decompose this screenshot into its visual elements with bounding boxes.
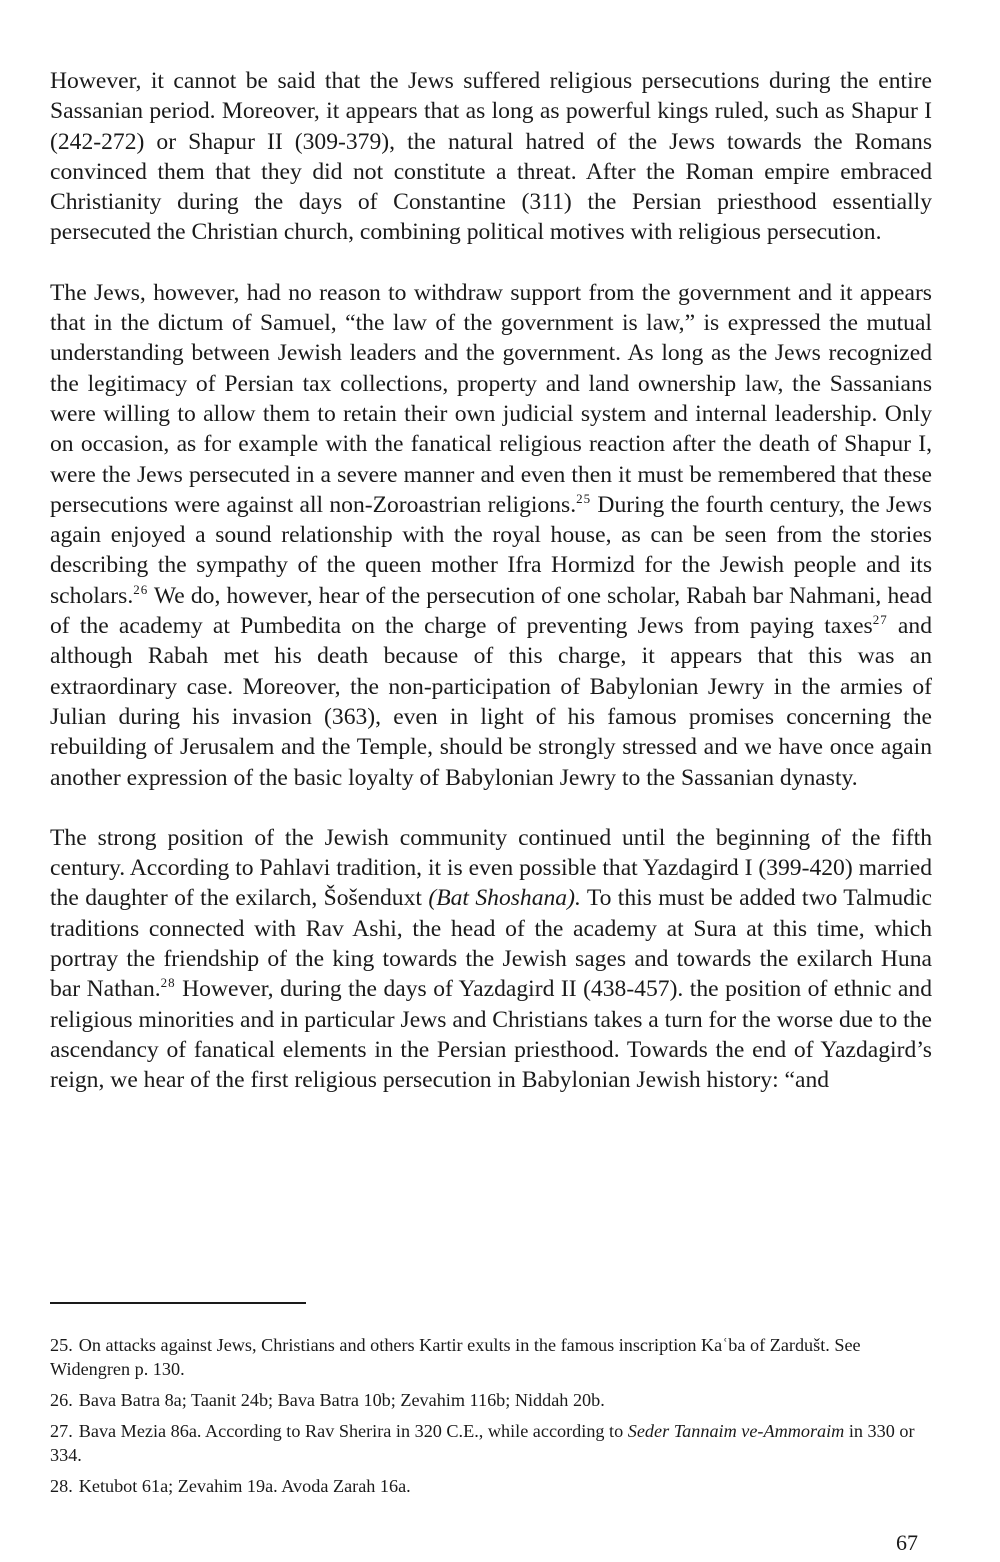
footnote-text xyxy=(79,1390,605,1410)
text-run: Bava Mezia 86a. According to Rav Sherira in 320 C.E., while according to xyxy=(78,1421,628,1441)
footnote-number: 25. xyxy=(50,1335,73,1355)
footnote-reference: 28 xyxy=(160,975,176,991)
footnote xyxy=(50,1388,925,1412)
paragraph xyxy=(50,823,932,1096)
text-run: The strong position of the Jewish community continued until the beginning of the fifth century. According to Pahlavi tradition, it is even possible that Yazdagird I (399-420) married the daughter of the exilarch, Šošenduxt xyxy=(50,824,932,912)
footnote-number: 26. xyxy=(50,1390,73,1410)
footnote-reference: 25 xyxy=(576,490,592,506)
footnotes xyxy=(50,1333,925,1505)
paragraph xyxy=(50,66,932,248)
text-run: Ketubot 61a; Zevahim 19a. Avoda Zarah 16a. xyxy=(78,1476,411,1496)
footnote-reference: 27 xyxy=(872,612,888,628)
text-run: During the fourth century, the Jews again enjoyed a sound relationship with the royal house, as can be seen from the stories describing the sympathy of the queen mother Ifra Hormizd for the Jewish people and its scholars. xyxy=(50,491,932,609)
text-run: Bava Batra 8a; Taanit 24b; Bava Batra 10b; Zevahim 116b; Niddah 20b. xyxy=(78,1390,605,1410)
footnote-number: 28. xyxy=(50,1476,73,1496)
italic-text: Seder Tannaim ve-Ammoraim xyxy=(627,1421,845,1441)
text-run: and although Rabah met his death because of this charge, it appears that this was an extraordinary case. Moreover, the non-participation of Babylonian Jewry in the armies of Julian during his invasion (363), even in light of his famous promises concerning the rebuilding of Jerusalem and the Temple, should be strongly stressed and we have once again another expression of the basic loyalty of Babylonian Jewry to the Sassanian dynasty. xyxy=(50,613,933,791)
body-text xyxy=(50,66,932,1096)
text-run: On attacks against Jews, Christians and others Kartir exults in the famous inscription Kaʿba of Zardušt. See Widengren p. 130. xyxy=(50,1335,861,1379)
footnote-text xyxy=(50,1335,861,1379)
footnote xyxy=(50,1419,925,1467)
text-run: However, during the days of Yazdagird II (438-457). the position of ethnic and religious minorities and in particular Jews and Christians takes a turn for the worse due to the ascendancy of fanatical elements in the Persian priesthood. Towards the end of Yazdagird’s reign, we hear of the first religious persecution in Babylonian Jewish history: “and xyxy=(50,976,933,1094)
text-run: We do, however, hear of the persecution of one scholar, Rabah bar Nahmani, head of the academy at Pumbedita on the charge of preventing Jews from paying taxes xyxy=(50,582,932,640)
footnote-text xyxy=(50,1421,915,1465)
footnote-number: 27. xyxy=(50,1421,73,1441)
text-run: in 330 or 334. xyxy=(50,1421,915,1465)
page-number: 67 xyxy=(896,1530,918,1555)
footnote-divider xyxy=(50,1302,306,1304)
footnote xyxy=(50,1333,925,1381)
paragraph xyxy=(50,278,932,793)
text-run: However, it cannot be said that the Jews suffered religious persecutions during the entire Sassanian period. Moreover, it appears that as long as powerful kings ruled, such as Shapur I (242-272) or Shapur II (309-379), the natural hatred of the Jews towards the Romans convinced them that they did not constitute a threat. After the Roman empire embraced Christianity during the days of Constantine (311) the Persian priesthood essentially persecuted the Christian church, combining political motives with religious persecution. xyxy=(50,68,932,246)
footnote-reference: 26 xyxy=(133,581,149,597)
footnote xyxy=(50,1474,925,1498)
italic-text: (Bat Shoshana). xyxy=(428,885,581,912)
text-run: The Jews, however, had no reason to withdraw support from the government and it appears that in the dictum of Samuel, “the law of the government is law,” is expressed the mutual understanding between Jewish leaders and the government. As long as the Jews recognized the legitimacy of Persian tax collections, property and land ownership law, the Sassanians were willing to allow them to retain their own judicial system and internal leadership. Only on occasion, as for example with the fanatical religious reaction after the death of Shapur I, were the Jews persecuted in a severe manner and even then it must be remembered that these persecutions were against all non-Zoroastrian religions. xyxy=(50,279,932,518)
footnote-text xyxy=(79,1476,411,1496)
text-run: To this must be added two Talmudic traditions connected with Rav Ashi, the head of the academy at Sura at this time, which portray the friendship of the king towards the Jewish sages and towards the exilarch Huna bar Nathan. xyxy=(50,885,932,1003)
